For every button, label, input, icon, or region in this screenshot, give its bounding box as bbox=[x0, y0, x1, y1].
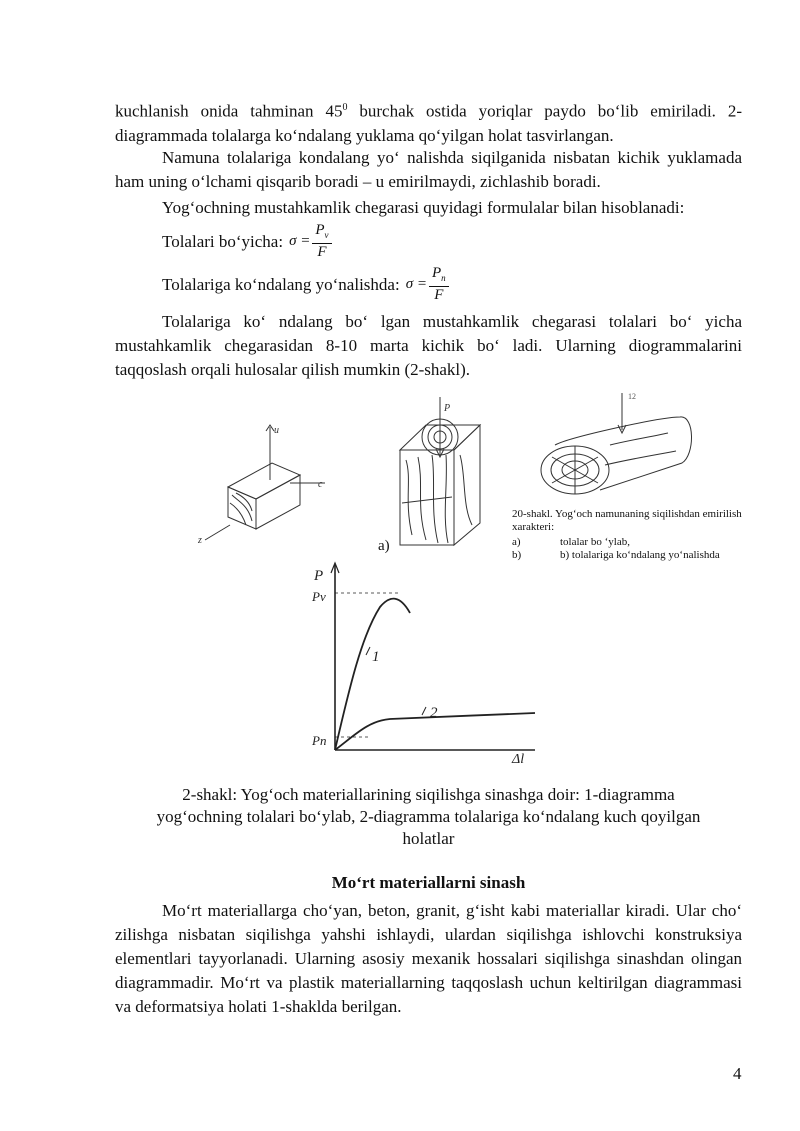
formula-2-denominator: F bbox=[434, 287, 444, 303]
inset-a-text: tolalar bo ‘ylab, bbox=[560, 536, 630, 548]
specimen-prism-axes bbox=[205, 425, 325, 540]
paragraph-4-text: Tolalariga ko‘ ndalang bo‘ lgan mustahkamlik chegarasi tolalari bo‘ yicha mustahkamlik chegarasidan 8-10 marta kichik bo‘ ladi. Ularning diogrammalarini taqqoslash orqali hulosalar qilish mumkin (2-shakl). bbox=[115, 312, 742, 379]
formula-along-fibers bbox=[162, 222, 332, 261]
figure-label-a: a) bbox=[378, 538, 390, 554]
formula-1-subscript: v bbox=[324, 230, 329, 240]
formula-1-fraction bbox=[312, 222, 331, 261]
paragraph-2-text: Namuna tolalariga kondalang yo‘ nalishda siqilganida nisbatan kichik yuklamada ham uning o‘lchami qisqarib boradi – u emirilmaydi, zichlashib boradi. bbox=[115, 148, 742, 191]
paragraph-4 bbox=[115, 310, 742, 382]
curve-1-label: 1 bbox=[372, 649, 380, 665]
formula-1-denominator: F bbox=[317, 244, 327, 260]
formula-2-sigma: σ = bbox=[405, 276, 427, 292]
figure-caption-text: 2-shakl: Yog‘och materiallarining siqilishga sinashga doir: 1-diagramma yog‘ochning tolalari bo‘ylab, 2-diagramma tolalariga ko‘ndalang kuch qoyilgan holatlar bbox=[156, 785, 701, 848]
inset-caption-title: 20-shakl. Yog‘och namunaning siqilishdan emirilish xarakteri: bbox=[512, 508, 742, 533]
inset-a-marker: a) bbox=[512, 536, 521, 548]
axis-marker-u: u bbox=[274, 425, 279, 436]
formula-2-subscript: n bbox=[441, 273, 446, 283]
load-marker-p: P bbox=[444, 403, 451, 414]
formula-1-sigma: σ = bbox=[289, 233, 311, 249]
load-deformation-diagram bbox=[331, 563, 535, 750]
paragraph-1-start: kuchlanish onida tahminan 45 bbox=[115, 101, 343, 121]
section-heading: Mo‘rt materiallarni sinash bbox=[331, 873, 526, 892]
formula-2-label: Tolalariga ko‘ndalang yo‘nalishda: bbox=[162, 274, 400, 294]
formula-2-fraction bbox=[429, 265, 449, 304]
formula-1-numerator: P bbox=[315, 222, 325, 238]
curve-1-along-fibers bbox=[335, 599, 410, 750]
paragraph-1-rest: burchak ostida yoriqlar paydo bo‘lib emiriladi. 2-diagrammada tolalarga ko‘ndalang yuklama qo‘yilgan holat tasvirlangan. bbox=[115, 101, 743, 145]
section-body-text: Mo‘rt materiallarga cho‘yan, beton, granit, g‘isht kabi materiallar kiradi. Ular cho‘ zilishga nisbatan siqilishga yahshi ishlaydi, ulardan siqilishga ishlovchi konstruksiya elementlari tayyorlanadi. Ularning asosiy mexanik hossalari siqilishga sinashdan olingan diagrammadir. Mo‘rt va plastik materiallarning taqqoslash uchun keltirilgan diagrammasi va deformatsiya holati 1-shaklda berilgan. bbox=[115, 901, 742, 1016]
inset-b-marker: b) bbox=[512, 549, 522, 561]
diagram-pn-label: Pn bbox=[312, 733, 327, 748]
degree-superscript: 0 bbox=[342, 102, 348, 113]
diagram-y-label: P bbox=[314, 568, 324, 584]
axis-marker-z: z bbox=[198, 535, 202, 546]
paragraph-3-text: Yog‘ochning mustahkamlik chegarasi quyidagi formulalar bilan hisoblanadi: bbox=[162, 198, 685, 217]
formula-across-fibers bbox=[162, 265, 449, 304]
page-number: 4 bbox=[733, 1064, 742, 1083]
specimen-cube-end-grain bbox=[400, 397, 480, 545]
formula-1-label: Tolalari bo‘yicha: bbox=[162, 231, 284, 251]
load-marker-small: 12 bbox=[628, 392, 636, 401]
diagram-pv-label: Pv bbox=[312, 589, 326, 604]
diagram-x-label: Δl bbox=[512, 752, 525, 767]
figure-caption bbox=[115, 784, 742, 850]
curve-2-label: 2 bbox=[430, 705, 438, 721]
paragraph-1 bbox=[115, 96, 742, 148]
paragraph-2 bbox=[115, 146, 742, 194]
axis-marker-c: c bbox=[318, 479, 323, 490]
paragraph-3 bbox=[115, 196, 742, 220]
specimen-log-horizontal bbox=[541, 393, 692, 494]
formula-2-numerator: P bbox=[431, 265, 442, 281]
wood-specimen-figure bbox=[190, 385, 750, 780]
section-body bbox=[115, 899, 742, 1019]
inset-b-text: b) tolalariga ko‘ndalang yo‘nalishda bbox=[560, 549, 720, 561]
